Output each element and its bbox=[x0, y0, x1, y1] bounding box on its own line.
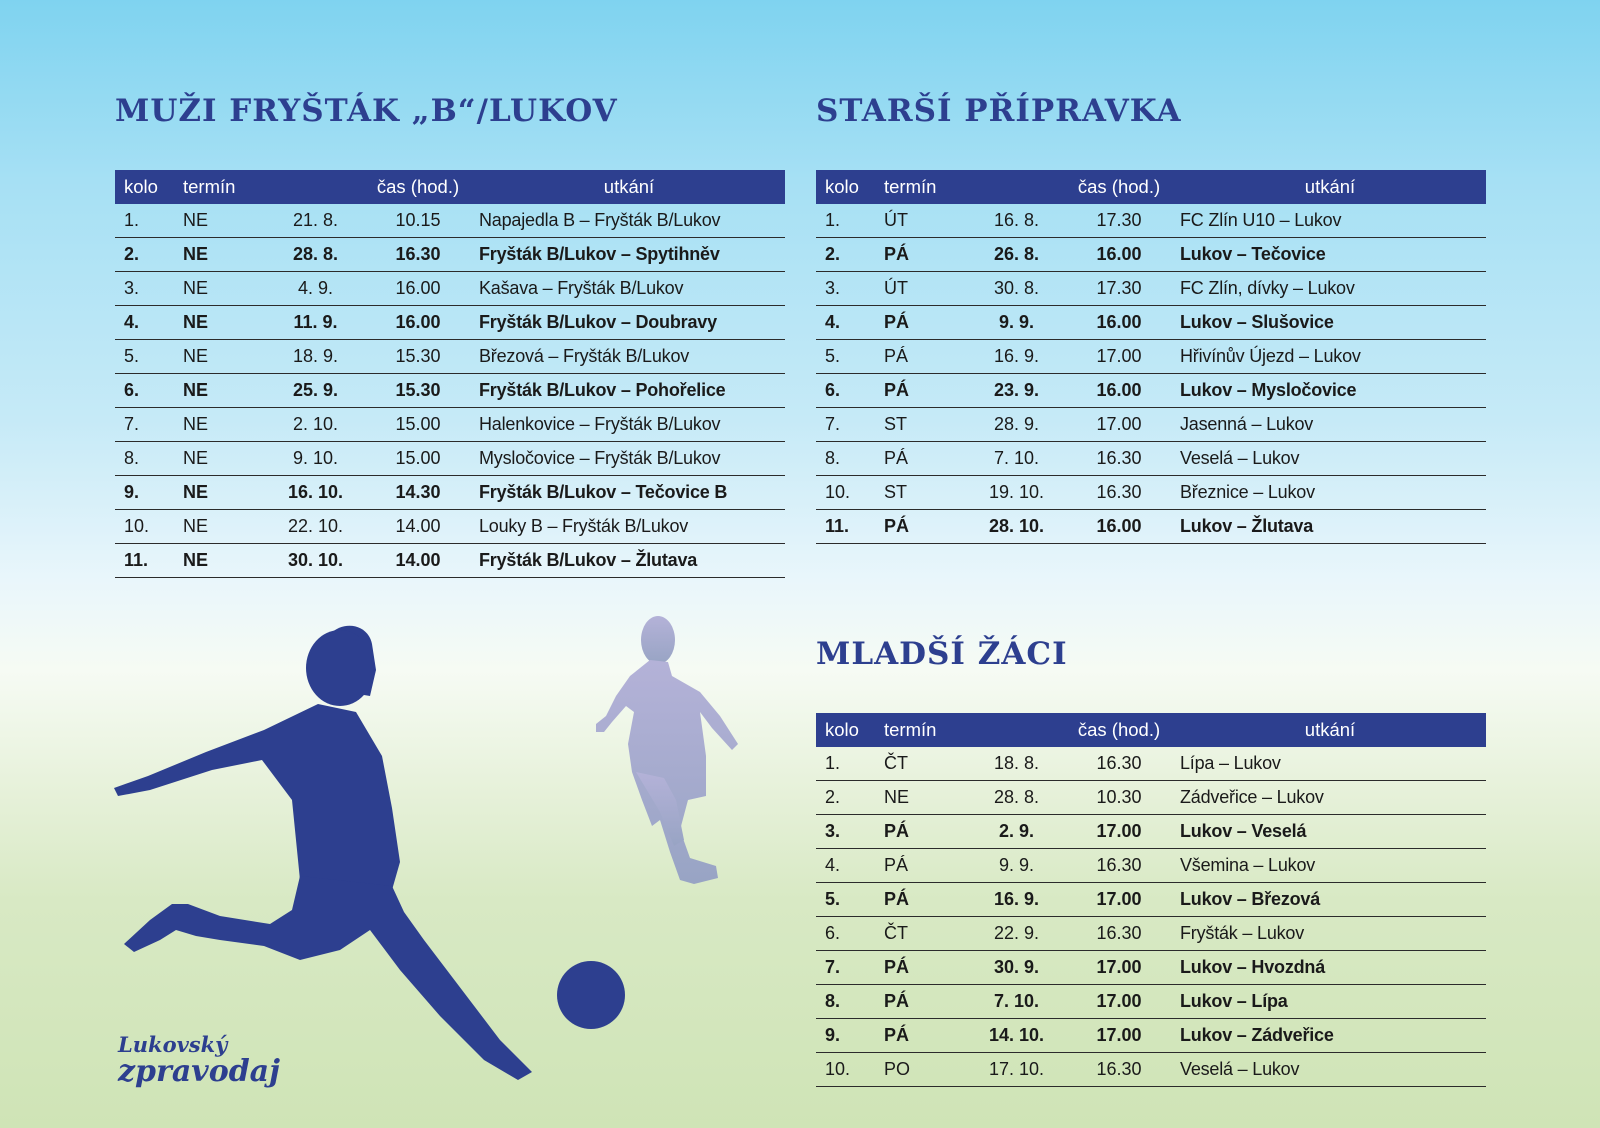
cell-kolo: 8. bbox=[115, 442, 183, 476]
cell-kolo: 9. bbox=[115, 476, 183, 510]
cell-match: FC Zlín U10 – Lukov bbox=[1174, 204, 1486, 238]
cell-kolo: 4. bbox=[816, 849, 884, 883]
cell-match: Fryšták B/Lukov – Doubravy bbox=[473, 306, 785, 340]
cell-date: 28. 10. bbox=[969, 510, 1064, 544]
cell-day: PÁ bbox=[884, 1019, 969, 1053]
cell-date: 2. 9. bbox=[969, 815, 1064, 849]
cell-match: Lukov – Slušovice bbox=[1174, 306, 1486, 340]
cell-time: 16.30 bbox=[1064, 747, 1174, 781]
cell-match: Lukov – Veselá bbox=[1174, 815, 1486, 849]
cell-date: 23. 9. bbox=[969, 374, 1064, 408]
cell-date: 25. 9. bbox=[268, 374, 363, 408]
column-header-kolo: kolo bbox=[115, 170, 183, 204]
cell-match: Jasenná – Lukov bbox=[1174, 408, 1486, 442]
cell-match: Lukov – Lípa bbox=[1174, 985, 1486, 1019]
cell-date: 26. 8. bbox=[969, 238, 1064, 272]
cell-time: 17.00 bbox=[1064, 815, 1174, 849]
cell-date: 11. 9. bbox=[268, 306, 363, 340]
running-player-silhouette bbox=[596, 616, 738, 884]
cell-day: ČT bbox=[884, 747, 969, 781]
cell-kolo: 7. bbox=[816, 951, 884, 985]
cell-day: PÁ bbox=[884, 238, 969, 272]
column-header-termin: termín bbox=[884, 713, 1064, 747]
cell-time: 17.00 bbox=[1064, 951, 1174, 985]
cell-kolo: 5. bbox=[816, 883, 884, 917]
cell-day: PÁ bbox=[884, 374, 969, 408]
cell-time: 15.00 bbox=[363, 408, 473, 442]
cell-match: Březnice – Lukov bbox=[1174, 476, 1486, 510]
column-header-utkani: utkání bbox=[1174, 713, 1486, 747]
football-ball bbox=[557, 961, 625, 1029]
column-header-cas: čas (hod.) bbox=[363, 170, 473, 204]
cell-date: 16. 10. bbox=[268, 476, 363, 510]
cell-kolo: 11. bbox=[115, 544, 183, 578]
cell-time: 16.30 bbox=[1064, 1053, 1174, 1087]
cell-date: 18. 9. bbox=[268, 340, 363, 374]
cell-kolo: 3. bbox=[816, 815, 884, 849]
cell-date: 9. 9. bbox=[969, 849, 1064, 883]
cell-day: ÚT bbox=[884, 272, 969, 306]
cell-match: Fryšták B/Lukov – Tečovice B bbox=[473, 476, 785, 510]
cell-date: 9. 10. bbox=[268, 442, 363, 476]
cell-day: PÁ bbox=[884, 306, 969, 340]
cell-date: 30. 8. bbox=[969, 272, 1064, 306]
cell-kolo: 10. bbox=[115, 510, 183, 544]
cell-day: NE bbox=[183, 442, 268, 476]
title-muzi: MUŽI FRYŠTÁK „B“/LUKOV bbox=[115, 93, 618, 129]
cell-match: Všemina – Lukov bbox=[1174, 849, 1486, 883]
cell-kolo: 7. bbox=[115, 408, 183, 442]
cell-time: 14.00 bbox=[363, 510, 473, 544]
cell-date: 21. 8. bbox=[268, 204, 363, 238]
column-header-kolo: kolo bbox=[816, 713, 884, 747]
cell-date: 17. 10. bbox=[969, 1053, 1064, 1087]
cell-day: ST bbox=[884, 408, 969, 442]
cell-match: Napajedla B – Fryšták B/Lukov bbox=[473, 204, 785, 238]
cell-day: PÁ bbox=[884, 340, 969, 374]
cell-date: 9. 9. bbox=[969, 306, 1064, 340]
cell-day: PÁ bbox=[884, 849, 969, 883]
cell-time: 17.30 bbox=[1064, 272, 1174, 306]
cell-day: ST bbox=[884, 476, 969, 510]
cell-match: Fryšták B/Lukov – Pohořelice bbox=[473, 374, 785, 408]
cell-kolo: 6. bbox=[816, 917, 884, 951]
cell-time: 17.00 bbox=[1064, 1019, 1174, 1053]
cell-date: 22. 10. bbox=[268, 510, 363, 544]
cell-kolo: 5. bbox=[115, 340, 183, 374]
column-header-termin: termín bbox=[884, 170, 1064, 204]
cell-time: 10.30 bbox=[1064, 781, 1174, 815]
cell-day: PÁ bbox=[884, 985, 969, 1019]
cell-kolo: 3. bbox=[816, 272, 884, 306]
cell-time: 14.30 bbox=[363, 476, 473, 510]
cell-day: NE bbox=[183, 238, 268, 272]
cell-kolo: 7. bbox=[816, 408, 884, 442]
cell-kolo: 2. bbox=[816, 238, 884, 272]
cell-time: 16.00 bbox=[1064, 374, 1174, 408]
cell-day: PÁ bbox=[884, 442, 969, 476]
cell-match: Louky B – Fryšták B/Lukov bbox=[473, 510, 785, 544]
cell-day: NE bbox=[183, 476, 268, 510]
cell-date: 28. 9. bbox=[969, 408, 1064, 442]
cell-kolo: 6. bbox=[816, 374, 884, 408]
cell-time: 16.30 bbox=[363, 238, 473, 272]
title-mladsi: MLADŠÍ ŽÁCI bbox=[816, 636, 1068, 672]
cell-date: 19. 10. bbox=[969, 476, 1064, 510]
cell-date: 30. 9. bbox=[969, 951, 1064, 985]
cell-day: NE bbox=[183, 272, 268, 306]
logo-line-1: Lukovský bbox=[118, 1032, 228, 1057]
cell-kolo: 2. bbox=[816, 781, 884, 815]
column-header-cas: čas (hod.) bbox=[1064, 713, 1174, 747]
cell-kolo: 2. bbox=[115, 238, 183, 272]
cell-kolo: 1. bbox=[816, 204, 884, 238]
cell-day: PÁ bbox=[884, 951, 969, 985]
cell-time: 16.00 bbox=[1064, 238, 1174, 272]
column-header-cas: čas (hod.) bbox=[1064, 170, 1174, 204]
cell-time: 17.00 bbox=[1064, 883, 1174, 917]
cell-kolo: 8. bbox=[816, 442, 884, 476]
cell-date: 4. 9. bbox=[268, 272, 363, 306]
cell-date: 14. 10. bbox=[969, 1019, 1064, 1053]
column-header-utkani: utkání bbox=[473, 170, 785, 204]
cell-time: 16.30 bbox=[1064, 442, 1174, 476]
cell-match: Lukov – Březová bbox=[1174, 883, 1486, 917]
cell-date: 7. 10. bbox=[969, 985, 1064, 1019]
cell-match: Veselá – Lukov bbox=[1174, 442, 1486, 476]
cell-day: PÁ bbox=[884, 883, 969, 917]
logo-lukovsky-zpravodaj bbox=[118, 1034, 280, 1087]
cell-time: 10.15 bbox=[363, 204, 473, 238]
cell-match: Lípa – Lukov bbox=[1174, 747, 1486, 781]
cell-date: 16. 9. bbox=[969, 883, 1064, 917]
cell-match: Halenkovice – Fryšták B/Lukov bbox=[473, 408, 785, 442]
cell-kolo: 1. bbox=[115, 204, 183, 238]
cell-time: 16.30 bbox=[1064, 849, 1174, 883]
cell-date: 18. 8. bbox=[969, 747, 1064, 781]
cell-day: PÁ bbox=[884, 510, 969, 544]
cell-match: FC Zlín, dívky – Lukov bbox=[1174, 272, 1486, 306]
cell-match: Lukov – Žlutava bbox=[1174, 510, 1486, 544]
cell-time: 15.00 bbox=[363, 442, 473, 476]
cell-day: NE bbox=[183, 204, 268, 238]
cell-kolo: 4. bbox=[115, 306, 183, 340]
cell-time: 15.30 bbox=[363, 340, 473, 374]
cell-day: NE bbox=[884, 781, 969, 815]
cell-day: ÚT bbox=[884, 204, 969, 238]
cell-time: 16.30 bbox=[1064, 476, 1174, 510]
logo-line-2: zpravodaj bbox=[118, 1054, 280, 1089]
cell-match: Lukov – Mysločovice bbox=[1174, 374, 1486, 408]
cell-kolo: 6. bbox=[115, 374, 183, 408]
cell-time: 17.00 bbox=[1064, 408, 1174, 442]
cell-day: NE bbox=[183, 408, 268, 442]
cell-kolo: 4. bbox=[816, 306, 884, 340]
cell-kolo: 11. bbox=[816, 510, 884, 544]
cell-kolo: 5. bbox=[816, 340, 884, 374]
cell-match: Lukov – Hvozdná bbox=[1174, 951, 1486, 985]
cell-match: Zádveřice – Lukov bbox=[1174, 781, 1486, 815]
cell-day: PO bbox=[884, 1053, 969, 1087]
cell-kolo: 9. bbox=[816, 1019, 884, 1053]
cell-date: 16. 9. bbox=[969, 340, 1064, 374]
cell-day: NE bbox=[183, 306, 268, 340]
cell-kolo: 8. bbox=[816, 985, 884, 1019]
cell-date: 7. 10. bbox=[969, 442, 1064, 476]
cell-date: 16. 8. bbox=[969, 204, 1064, 238]
cell-day: PÁ bbox=[884, 815, 969, 849]
column-header-utkani: utkání bbox=[1174, 170, 1486, 204]
cell-match: Březová – Fryšták B/Lukov bbox=[473, 340, 785, 374]
cell-kolo: 3. bbox=[115, 272, 183, 306]
cell-date: 28. 8. bbox=[969, 781, 1064, 815]
cell-time: 16.30 bbox=[1064, 917, 1174, 951]
column-header-kolo: kolo bbox=[816, 170, 884, 204]
cell-time: 15.30 bbox=[363, 374, 473, 408]
kicking-player-silhouette bbox=[114, 626, 532, 1080]
cell-date: 30. 10. bbox=[268, 544, 363, 578]
column-header-termin: termín bbox=[183, 170, 363, 204]
cell-time: 16.00 bbox=[363, 306, 473, 340]
cell-date: 22. 9. bbox=[969, 917, 1064, 951]
cell-kolo: 1. bbox=[816, 747, 884, 781]
cell-time: 14.00 bbox=[363, 544, 473, 578]
cell-time: 17.30 bbox=[1064, 204, 1174, 238]
cell-kolo: 10. bbox=[816, 476, 884, 510]
cell-match: Veselá – Lukov bbox=[1174, 1053, 1486, 1087]
cell-match: Fryšták B/Lukov – Spytihněv bbox=[473, 238, 785, 272]
cell-time: 16.00 bbox=[1064, 306, 1174, 340]
cell-day: NE bbox=[183, 340, 268, 374]
cell-match: Lukov – Tečovice bbox=[1174, 238, 1486, 272]
cell-match: Lukov – Zádveřice bbox=[1174, 1019, 1486, 1053]
cell-day: NE bbox=[183, 544, 268, 578]
cell-match: Fryšták B/Lukov – Žlutava bbox=[473, 544, 785, 578]
cell-time: 16.00 bbox=[1064, 510, 1174, 544]
cell-date: 2. 10. bbox=[268, 408, 363, 442]
title-starsi: STARŠÍ PŘÍPRAVKA bbox=[816, 93, 1182, 129]
cell-match: Mysločovice – Fryšták B/Lukov bbox=[473, 442, 785, 476]
cell-time: 16.00 bbox=[363, 272, 473, 306]
cell-kolo: 10. bbox=[816, 1053, 884, 1087]
cell-date: 28. 8. bbox=[268, 238, 363, 272]
cell-time: 17.00 bbox=[1064, 985, 1174, 1019]
cell-day: NE bbox=[183, 510, 268, 544]
cell-day: ČT bbox=[884, 917, 969, 951]
cell-match: Fryšták – Lukov bbox=[1174, 917, 1486, 951]
cell-match: Kašava – Fryšták B/Lukov bbox=[473, 272, 785, 306]
cell-match: Hřivínův Újezd – Lukov bbox=[1174, 340, 1486, 374]
cell-time: 17.00 bbox=[1064, 340, 1174, 374]
cell-day: NE bbox=[183, 374, 268, 408]
